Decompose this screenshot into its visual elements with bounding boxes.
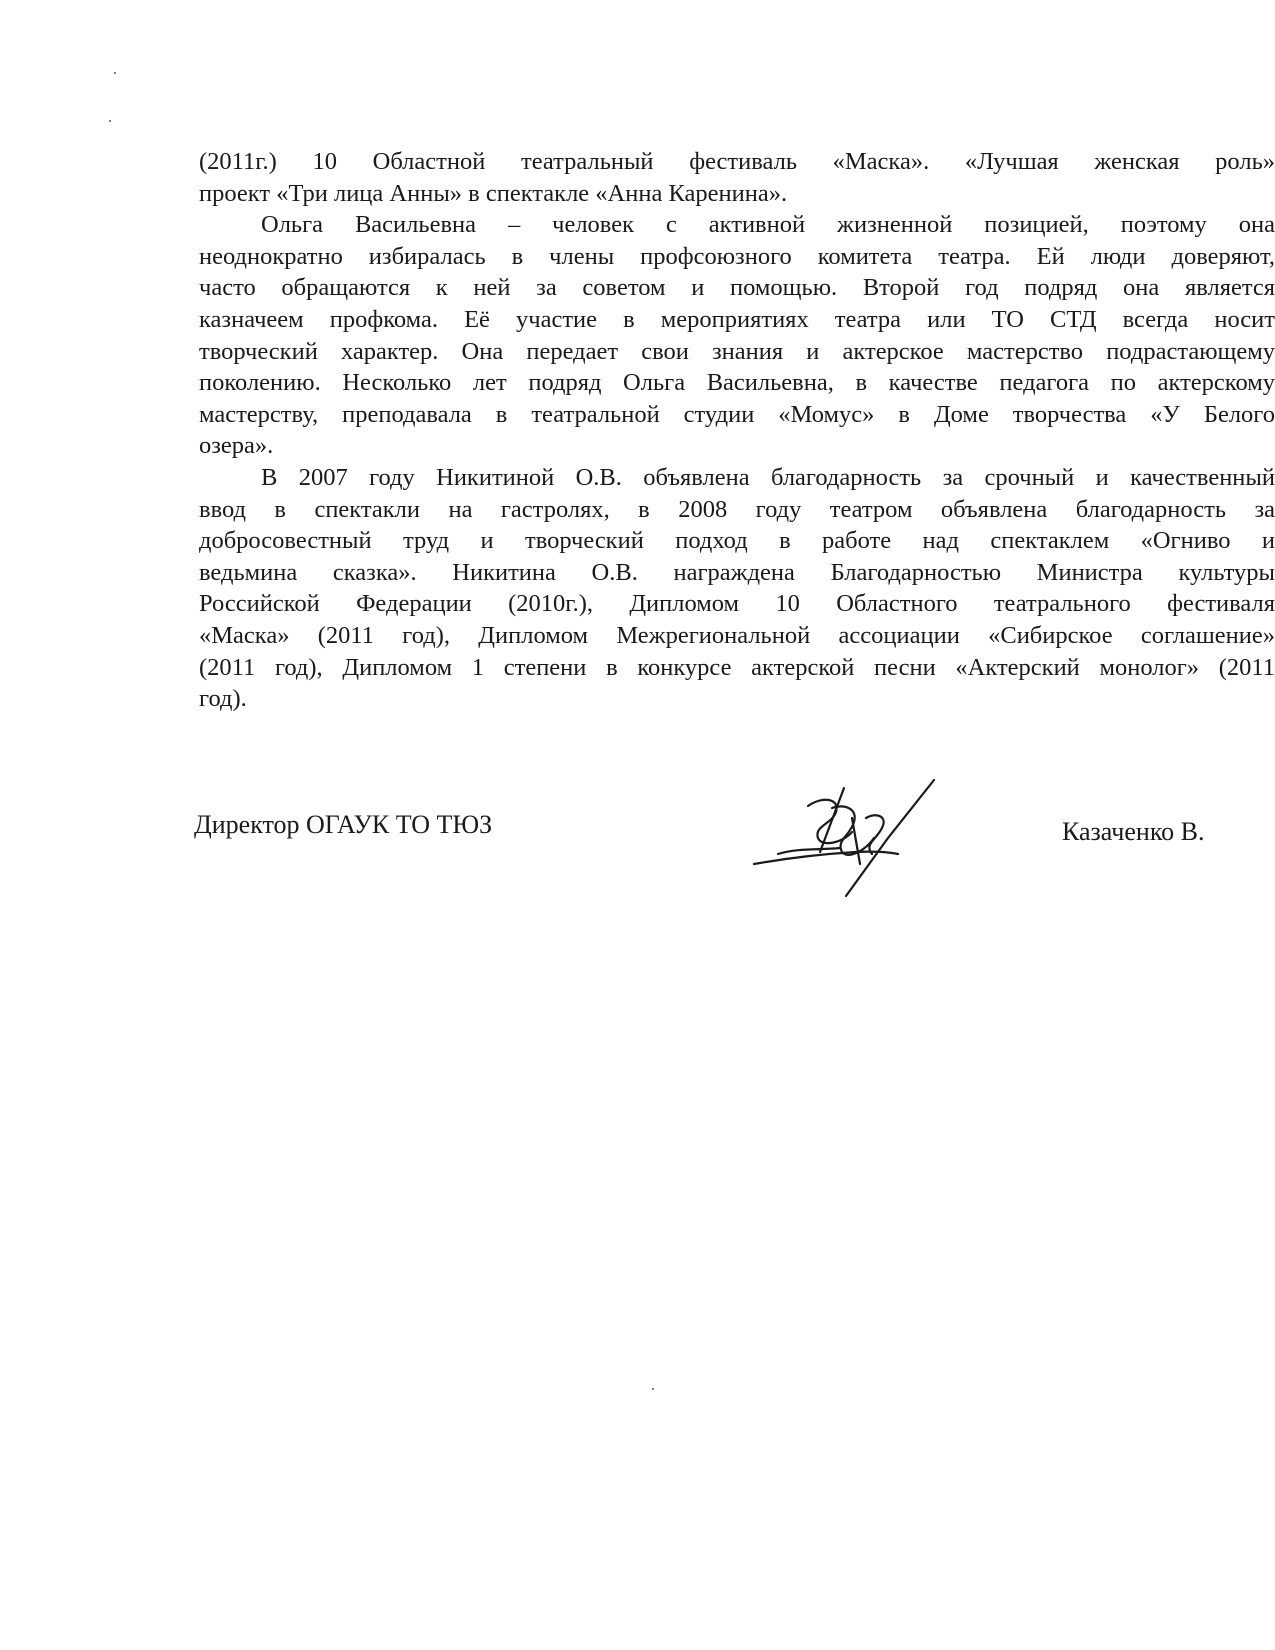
handwritten-signature [748,778,958,898]
paragraph-line: неоднократно избиралась в члены профсоюзного комитета театра. Ей люди доверяют, [199,242,1275,270]
scan-speck [114,72,116,74]
letter-body [199,146,1275,715]
scan-speck [109,120,111,122]
paragraph-line: поколению. Несколько лет подряд Ольга Васильевна, в качестве педагога по актерскому [199,369,1275,397]
signer-name: Казаченко В. [1062,817,1205,846]
paragraph-line: добросовестный труд и творческий подход в работе над спектаклем «Огниво и [199,527,1275,555]
paragraph-line: (2011 год), Дипломом 1 степени в конкурсе актерской песни «Актерский монолог» (2011 [199,653,1275,681]
paragraph-line: озера». [199,432,274,460]
paragraph-line: ввод в спектакли на гастролях, в 2008 году театром объявлена благодарность за [199,495,1275,523]
paragraph-line: год). [199,685,247,713]
paragraph-line: В 2007 году Никитиной О.В. объявлена благодарность за срочный и качественный [261,463,1275,491]
paragraph-line: казначеем профкома. Её участие в мероприятиях театра или ТО СТД всегда носит [199,305,1275,333]
paragraph-3 [199,462,1275,715]
paragraph-line: творческий характер. Она передает свои знания и актерское мастерство подрастающему [199,337,1275,365]
paragraph-1 [199,146,1275,209]
paragraph-line: проект «Три лица Анны» в спектакле «Анна Каренина». [199,179,788,207]
paragraph-line: «Маска» (2011 год), Дипломом Межрегиональной ассоциации «Сибирское соглашение» [199,621,1275,649]
paragraph-line: ведьмина сказка». Никитина О.В. награждена Благодарностью Министра культуры [199,558,1275,586]
scan-speck [652,1388,654,1390]
director-title: Директор ОГАУК ТО ТЮЗ [194,810,493,839]
paragraph-line: Ольга Васильевна – человек с активной жизненной позицией, поэтому она [261,211,1275,239]
paragraph-line: мастерству, преподавала в театральной студии «Момус» в Доме творчества «У Белого [199,400,1275,428]
paragraph-line: часто обращаются к ней за советом и помощью. Второй год подряд она является [199,274,1275,302]
signature-block [0,800,1275,920]
paragraph-2 [199,209,1275,462]
paragraph-line: Российской Федерации (2010г.), Дипломом 10 Областного театрального фестиваля [199,590,1275,618]
paragraph-line: (2011г.) 10 Областной театральный фестиваль «Маска». «Лучшая женская роль» [199,148,1275,175]
